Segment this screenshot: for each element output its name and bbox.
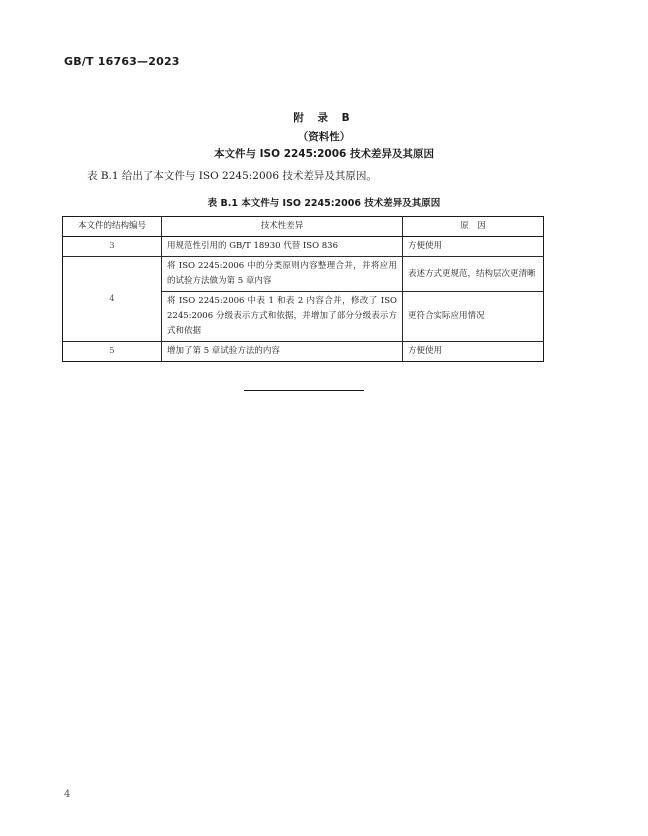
cell-clause: 4: [63, 257, 162, 342]
intro-paragraph: 表 B.1 给出了本文件与 ISO 2245:2006 技术差异及其原因。: [87, 170, 377, 182]
cell-difference: 将 ISO 2245:2006 中的分类原则内容整理合并，并将应用的试验方法做为第 5 章内容: [162, 257, 403, 292]
table-row: [63, 257, 544, 292]
annex-title: 附 录 B: [293, 112, 355, 124]
header-reason: 原 因: [403, 217, 544, 237]
table-row: [63, 237, 544, 257]
annex-heading: 本文件与 ISO 2245:2006 技术差异及其原因: [213, 148, 434, 160]
cell-difference: 将 ISO 2245:2006 中表 1 和表 2 内容合并，修改了 ISO 2245:2006 分级表示方式和依据，并增加了部分分级表示方式和依据: [162, 292, 403, 342]
page-number: 4: [64, 789, 71, 800]
header-technical-difference: 技术性差异: [162, 217, 403, 237]
cell-clause: 5: [63, 342, 162, 362]
table-caption: 表 B.1 本文件与 ISO 2245:2006 技术差异及其原因: [207, 198, 441, 209]
cell-reason: 方便使用: [403, 342, 544, 362]
annex-nature: （资料性）: [297, 131, 351, 143]
cell-difference: 增加了第 5 章试验方法的内容: [162, 342, 403, 362]
table-row: [63, 342, 544, 362]
cell-reason: 表述方式更规范，结构层次更清晰: [403, 257, 544, 292]
annex-end-rule: [244, 390, 364, 391]
header-structure-number: 本文件的结构编号: [63, 217, 162, 237]
standard-code: GB/T 16763—2023: [64, 55, 180, 68]
technical-differences-table: [62, 216, 544, 362]
cell-clause: 3: [63, 237, 162, 257]
cell-difference: 用规范性引用的 GB/T 18930 代替 ISO 836: [162, 237, 403, 257]
table-header-row: [63, 217, 544, 237]
cell-reason: 更符合实际应用情况: [403, 292, 544, 342]
cell-reason: 方便使用: [403, 237, 544, 257]
